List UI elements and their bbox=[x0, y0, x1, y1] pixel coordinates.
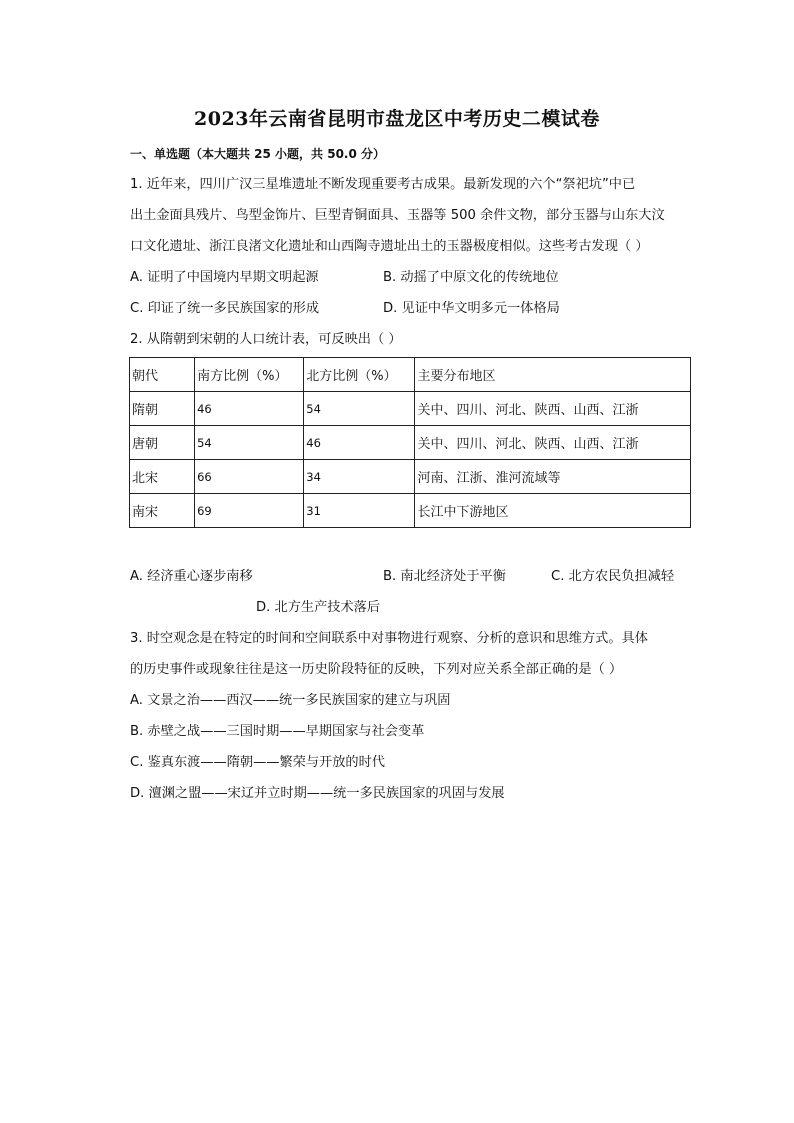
table-cell-north: 54 bbox=[304, 392, 415, 426]
q3-option-b[interactable]: B. 赤壁之战——三国时期——早期国家与社会变革 bbox=[130, 724, 425, 739]
table-cell-north: 34 bbox=[304, 460, 415, 494]
q1-option-c[interactable]: C. 印证了统一多民族国家的形成 bbox=[130, 301, 320, 316]
table-header-cell: 朝代 bbox=[130, 358, 195, 392]
table-cell-south: 54 bbox=[195, 426, 304, 460]
q3-stem-line-2: 的历史事件或现象往往是这一历史阶段特征的反映，下列对应关系全部正确的是（ ） bbox=[130, 662, 623, 677]
table-cell-south: 66 bbox=[195, 460, 304, 494]
table-row bbox=[130, 392, 691, 426]
q2-option-b[interactable]: B. 南北经济处于平衡 bbox=[383, 569, 506, 584]
table-cell-region: 长江中下游地区 bbox=[415, 494, 691, 528]
table-row bbox=[130, 494, 691, 528]
q2-option-c[interactable]: C. 北方农民负担减轻 bbox=[551, 569, 675, 584]
table-header-cell: 南方比例（%） bbox=[195, 358, 304, 392]
q1-stem-line-1: 1. 近年来，四川广汉三星堆遗址不断发现重要考古成果。最新发现的六个“祭祀坑”中已 bbox=[130, 177, 636, 192]
q3-option-d[interactable]: D. 澶渊之盟——宋辽并立时期——统一多民族国家的巩固与发展 bbox=[130, 786, 505, 801]
page-title: 2023年云南省昆明市盘龙区中考历史二模试卷 bbox=[194, 108, 600, 130]
population-table bbox=[129, 357, 691, 528]
table-row bbox=[130, 460, 691, 494]
table-cell-region: 河南、江浙、淮河流域等 bbox=[415, 460, 691, 494]
table-header-cell: 北方比例（%） bbox=[304, 358, 415, 392]
table-cell-south: 69 bbox=[195, 494, 304, 528]
table-header-row bbox=[130, 358, 691, 392]
table-cell-region: 关中、四川、河北、陕西、山西、江浙 bbox=[415, 392, 691, 426]
q1-option-d[interactable]: D. 见证中华文明多元一体格局 bbox=[383, 301, 560, 316]
section-heading: 一、单选题（本大题共 25 小题，共 50.0 分） bbox=[130, 147, 386, 161]
table-cell-south: 46 bbox=[195, 392, 304, 426]
table-header-cell: 主要分布地区 bbox=[415, 358, 691, 392]
table-cell-dynasty: 隋朝 bbox=[130, 392, 195, 426]
q1-option-a[interactable]: A. 证明了中国境内早期文明起源 bbox=[130, 270, 319, 285]
table-cell-dynasty: 唐朝 bbox=[130, 426, 195, 460]
q3-stem-line-1: 3. 时空观念是在特定的时间和空间联系中对事物进行观察、分析的意识和思维方式。具体 bbox=[130, 631, 648, 646]
q2-option-d[interactable]: D. 北方生产技术落后 bbox=[256, 600, 381, 615]
q3-option-c[interactable]: C. 鉴真东渡——隋朝——繁荣与开放的时代 bbox=[130, 755, 385, 770]
table-cell-dynasty: 北宋 bbox=[130, 460, 195, 494]
table-cell-dynasty: 南宋 bbox=[130, 494, 195, 528]
table-row bbox=[130, 426, 691, 460]
table-cell-north: 46 bbox=[304, 426, 415, 460]
q2-stem: 2. 从隋朝到宋朝的人口统计表，可反映出（ ） bbox=[130, 332, 402, 347]
table-cell-north: 31 bbox=[304, 494, 415, 528]
q1-stem-line-3: 口文化遗址、浙江良渚文化遗址和山西陶寺遗址出土的玉器极度相似。这些考古发现（ ） bbox=[130, 239, 649, 254]
q1-stem-line-2: 出土金面具残片、鸟型金饰片、巨型青铜面具、玉器等 500 余件文物，部分玉器与山东大汶 bbox=[130, 208, 665, 223]
table-cell-region: 关中、四川、河北、陕西、山西、江浙 bbox=[415, 426, 691, 460]
q3-option-a[interactable]: A. 文景之治——西汉——统一多民族国家的建立与巩固 bbox=[130, 693, 451, 708]
q1-option-b[interactable]: B. 动摇了中原文化的传统地位 bbox=[383, 270, 559, 285]
q2-option-a[interactable]: A. 经济重心逐步南移 bbox=[130, 569, 253, 584]
